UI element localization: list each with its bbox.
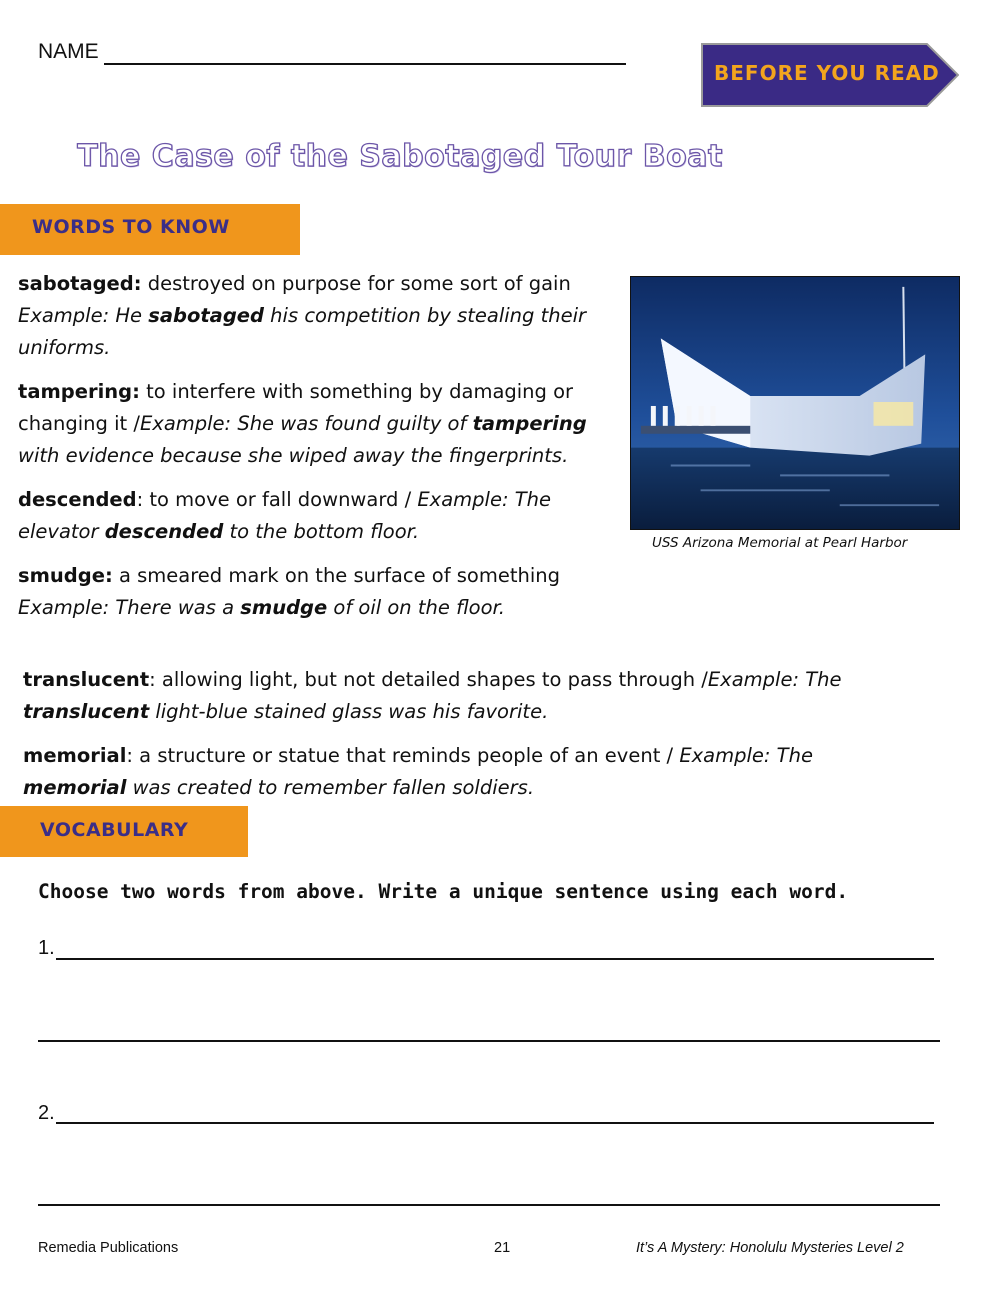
footer-publisher: Remedia Publications xyxy=(38,1240,179,1256)
footer-page-number: 21 xyxy=(494,1240,511,1256)
definition-text: : allowing light, but not detailed shapes to pass through / xyxy=(149,668,708,691)
item-number-1: 1. xyxy=(38,937,55,959)
before-you-read-label: BEFORE YOU READ xyxy=(714,61,940,85)
vocabulary-instructions: Choose two words from above. Write a unique sentence using each word. xyxy=(38,880,849,903)
example-text: Example: The elevator xyxy=(18,488,551,543)
example-word: memorial xyxy=(23,776,127,799)
example-word: smudge xyxy=(240,596,328,619)
definitions-column xyxy=(18,268,618,624)
example-word: translucent xyxy=(23,700,150,723)
definition-text: a smeared mark on the surface of something xyxy=(112,564,561,587)
example-text: was created to remember fallen soldiers. xyxy=(126,776,535,799)
definition-text: : to move or fall downward / xyxy=(136,488,418,511)
term: translucent xyxy=(23,668,150,691)
definition-translucent xyxy=(23,664,953,728)
example-text: Example: She was found guilty of xyxy=(139,412,473,435)
term: tampering: xyxy=(18,380,140,403)
example-word: tampering xyxy=(472,412,587,435)
definition-text: destroyed on purpose for some sort of gain xyxy=(141,272,571,295)
term: smudge: xyxy=(18,564,113,587)
definition-text: : a structure or statue that reminds people of an event / xyxy=(126,744,680,767)
example-text: to the bottom floor. xyxy=(223,520,420,543)
definition-text: to interfere with something by damaging or changing it / xyxy=(18,380,574,435)
photo-caption: USS Arizona Memorial at Pearl Harbor xyxy=(652,535,908,551)
words-to-know-tab: WORDS TO KNOW xyxy=(0,204,300,255)
example-text: Example: The xyxy=(679,744,813,767)
term: descended xyxy=(18,488,137,511)
term: sabotaged: xyxy=(18,272,142,295)
example-text: of oil on the floor. xyxy=(327,596,505,619)
definition-sabotaged xyxy=(18,268,618,364)
answer-line-1a[interactable] xyxy=(56,958,934,960)
example-text: Example: The xyxy=(707,668,842,691)
name-write-line[interactable] xyxy=(104,63,626,65)
definition-tampering xyxy=(18,376,618,472)
item-number-2: 2. xyxy=(38,1102,55,1124)
name-label: NAME xyxy=(38,40,99,63)
example-word: descended xyxy=(104,520,224,543)
example-text: his competition by stealing their uniforms. xyxy=(18,304,587,359)
definition-descended xyxy=(18,484,618,548)
footer-book-title: It’s A Mystery: Honolulu Mysteries Level 2 xyxy=(636,1240,904,1256)
example-text: Example: He xyxy=(18,304,149,327)
uss-arizona-memorial-photo xyxy=(630,276,960,530)
definition-smudge xyxy=(18,560,618,624)
example-text: light-blue stained glass was his favorite. xyxy=(149,700,549,723)
definition-memorial xyxy=(23,740,953,804)
answer-line-1b[interactable] xyxy=(38,1040,940,1042)
definitions-full-width xyxy=(23,664,953,804)
example-text: Example: There was a xyxy=(18,596,241,619)
example-word: sabotaged xyxy=(148,304,264,327)
page-title: The Case of the Sabotaged Tour Boat xyxy=(77,139,723,174)
term: memorial xyxy=(23,744,127,767)
answer-line-2a[interactable] xyxy=(56,1122,934,1124)
example-text: with evidence because she wiped away the fingerprints. xyxy=(18,444,569,467)
vocabulary-tab: VOCABULARY xyxy=(0,806,248,857)
answer-line-2b[interactable] xyxy=(38,1204,940,1206)
